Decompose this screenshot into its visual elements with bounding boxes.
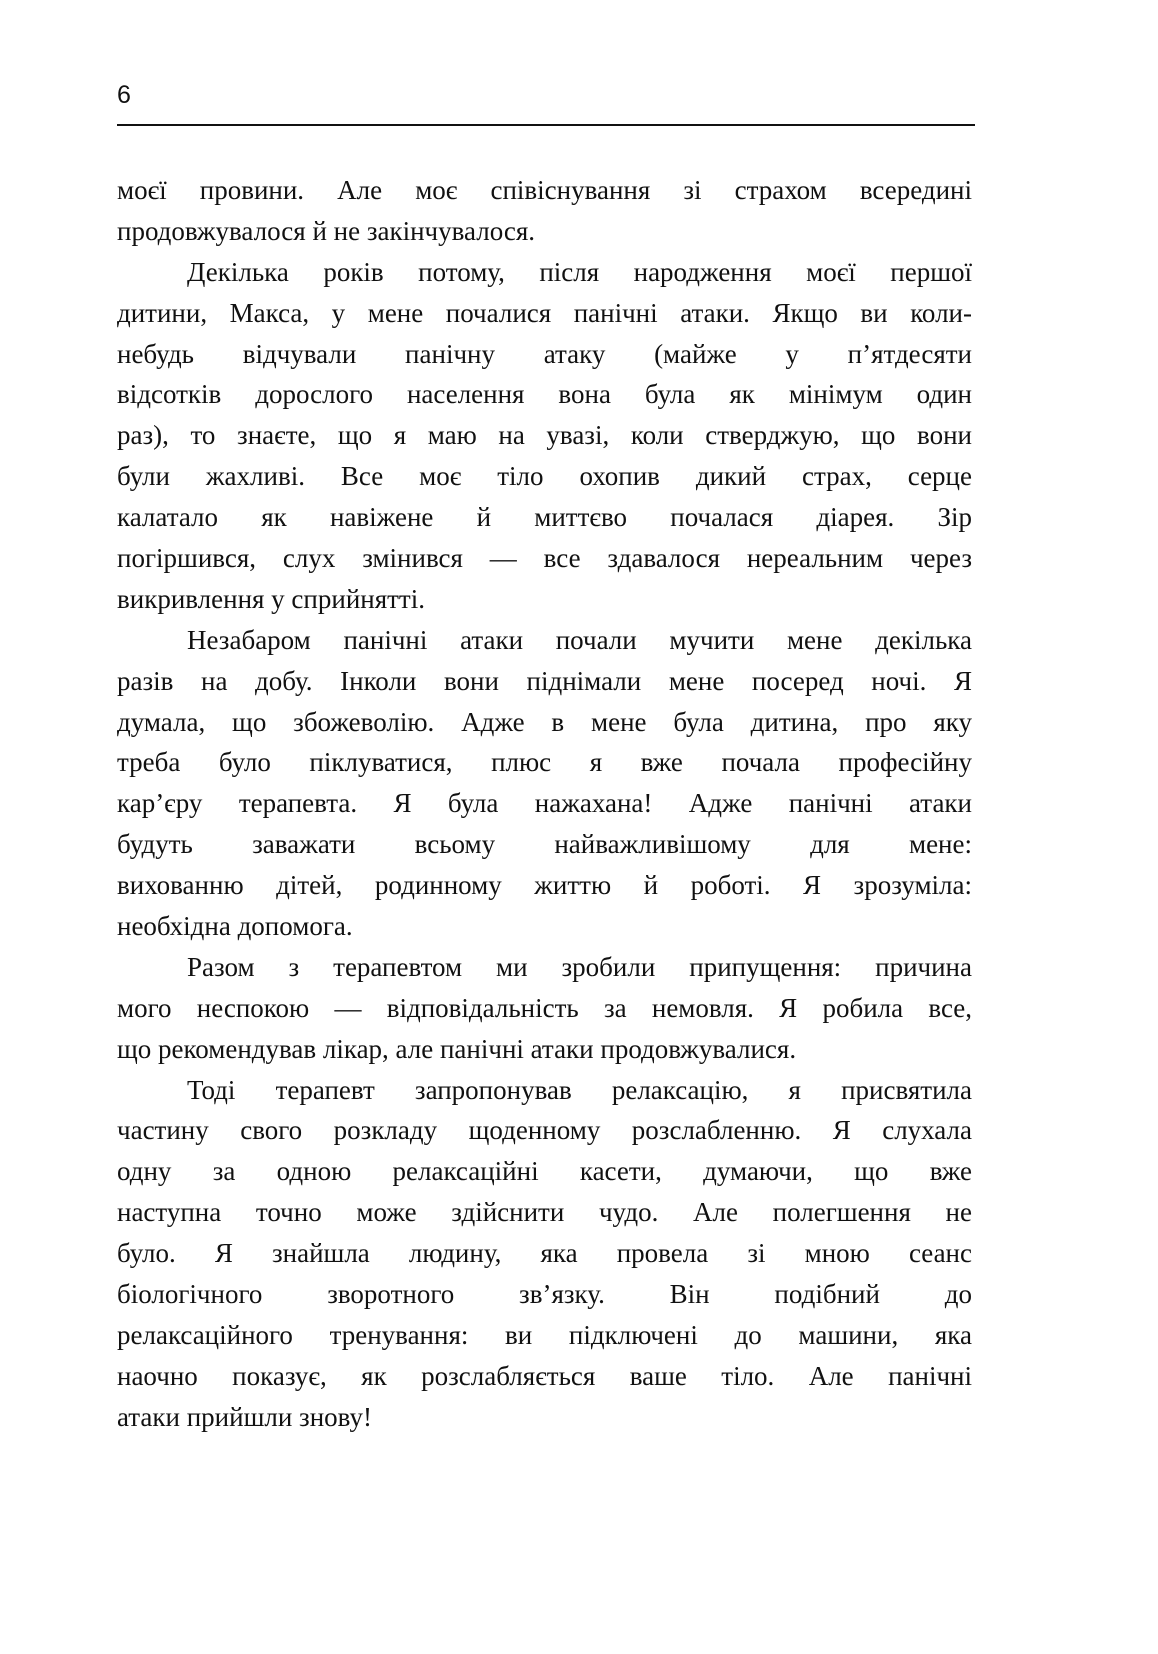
page-number: 6 xyxy=(117,81,131,109)
text-line: наочно показує, як розслабляється ваше тіло. Але панічні xyxy=(117,1360,972,1391)
text-line: були жахливі. Все моє тіло охопив дикий страх, серце xyxy=(117,461,972,492)
text-line: релаксаційного тренування: ви підключені до машини, яка xyxy=(117,1319,972,1350)
header-rule xyxy=(117,124,975,126)
text-line: частину свого розкладу щоденному розслабленню. Я слухала xyxy=(117,1115,972,1146)
text-line: будуть заважати всьому найважливішому для мене: xyxy=(117,829,972,860)
text-line: моєї провини. Але моє співіснування зі страхом всередині xyxy=(117,175,972,205)
text-line: відсотків дорослого населення вона була як мінімум один xyxy=(117,379,972,410)
text-line: калатало як навіжене й миттєво почалася діарея. Зір xyxy=(117,502,972,533)
text-line: Незабаром панічні атаки почали мучити мене декілька xyxy=(187,624,972,655)
text-line: біологічного зворотного зв’язку. Він подібний до xyxy=(117,1279,972,1310)
text-line: Разом з терапевтом ми зробили припущення: причина xyxy=(187,951,972,982)
text-line: погіршився, слух змінився — все здавалося нереальним через xyxy=(117,543,972,574)
text-line: продовжувалося й не закінчувалося. xyxy=(117,215,536,246)
text-line: одну за одною релаксаційні касети, думаючи, що вже xyxy=(117,1156,972,1187)
text-line: Тоді терапевт запропонував релаксацію, я присвятила xyxy=(187,1074,972,1105)
text-line: наступна точно може здійснити чудо. Але полегшення не xyxy=(117,1197,972,1228)
text-line: думала, що збожеволію. Адже в мене була дитина, про яку xyxy=(117,706,972,737)
text-line: мого неспокою — відповідальність за немовля. Я робила все, xyxy=(117,992,972,1023)
text-line: Декілька років потому, після народження моєї першої xyxy=(187,256,972,287)
text-line: необхідна допомога. xyxy=(117,911,353,942)
text-line: раз), то знаєте, що я маю на увазі, коли стверджую, що вони xyxy=(117,420,972,451)
text-line: треба було піклуватися, плюс я вже почала професійну xyxy=(117,747,972,778)
body-text xyxy=(117,170,972,1438)
text-line: разів на добу. Інколи вони піднімали мене посеред ночі. Я xyxy=(117,665,972,696)
text-line: кар’єру терапевта. Я була нажахана! Адже панічні атаки xyxy=(117,788,972,819)
text-line: атаки прийшли знову! xyxy=(117,1401,372,1432)
text-line: вихованню дітей, родинному життю й роботі. Я зрозуміла: xyxy=(117,870,972,901)
text-line: було. Я знайшла людину, яка провела зі мною сеанс xyxy=(117,1238,972,1269)
text-line: викривлення у сприйнятті. xyxy=(117,583,425,614)
text-line: дитини, Макса, у мене почалися панічні атаки. Якщо ви коли- xyxy=(117,297,972,328)
text-line: що рекомендував лікар, але панічні атаки продовжувалися. xyxy=(117,1033,797,1064)
text-line: небудь відчували панічну атаку (майже у п’ятдесяти xyxy=(117,338,972,369)
